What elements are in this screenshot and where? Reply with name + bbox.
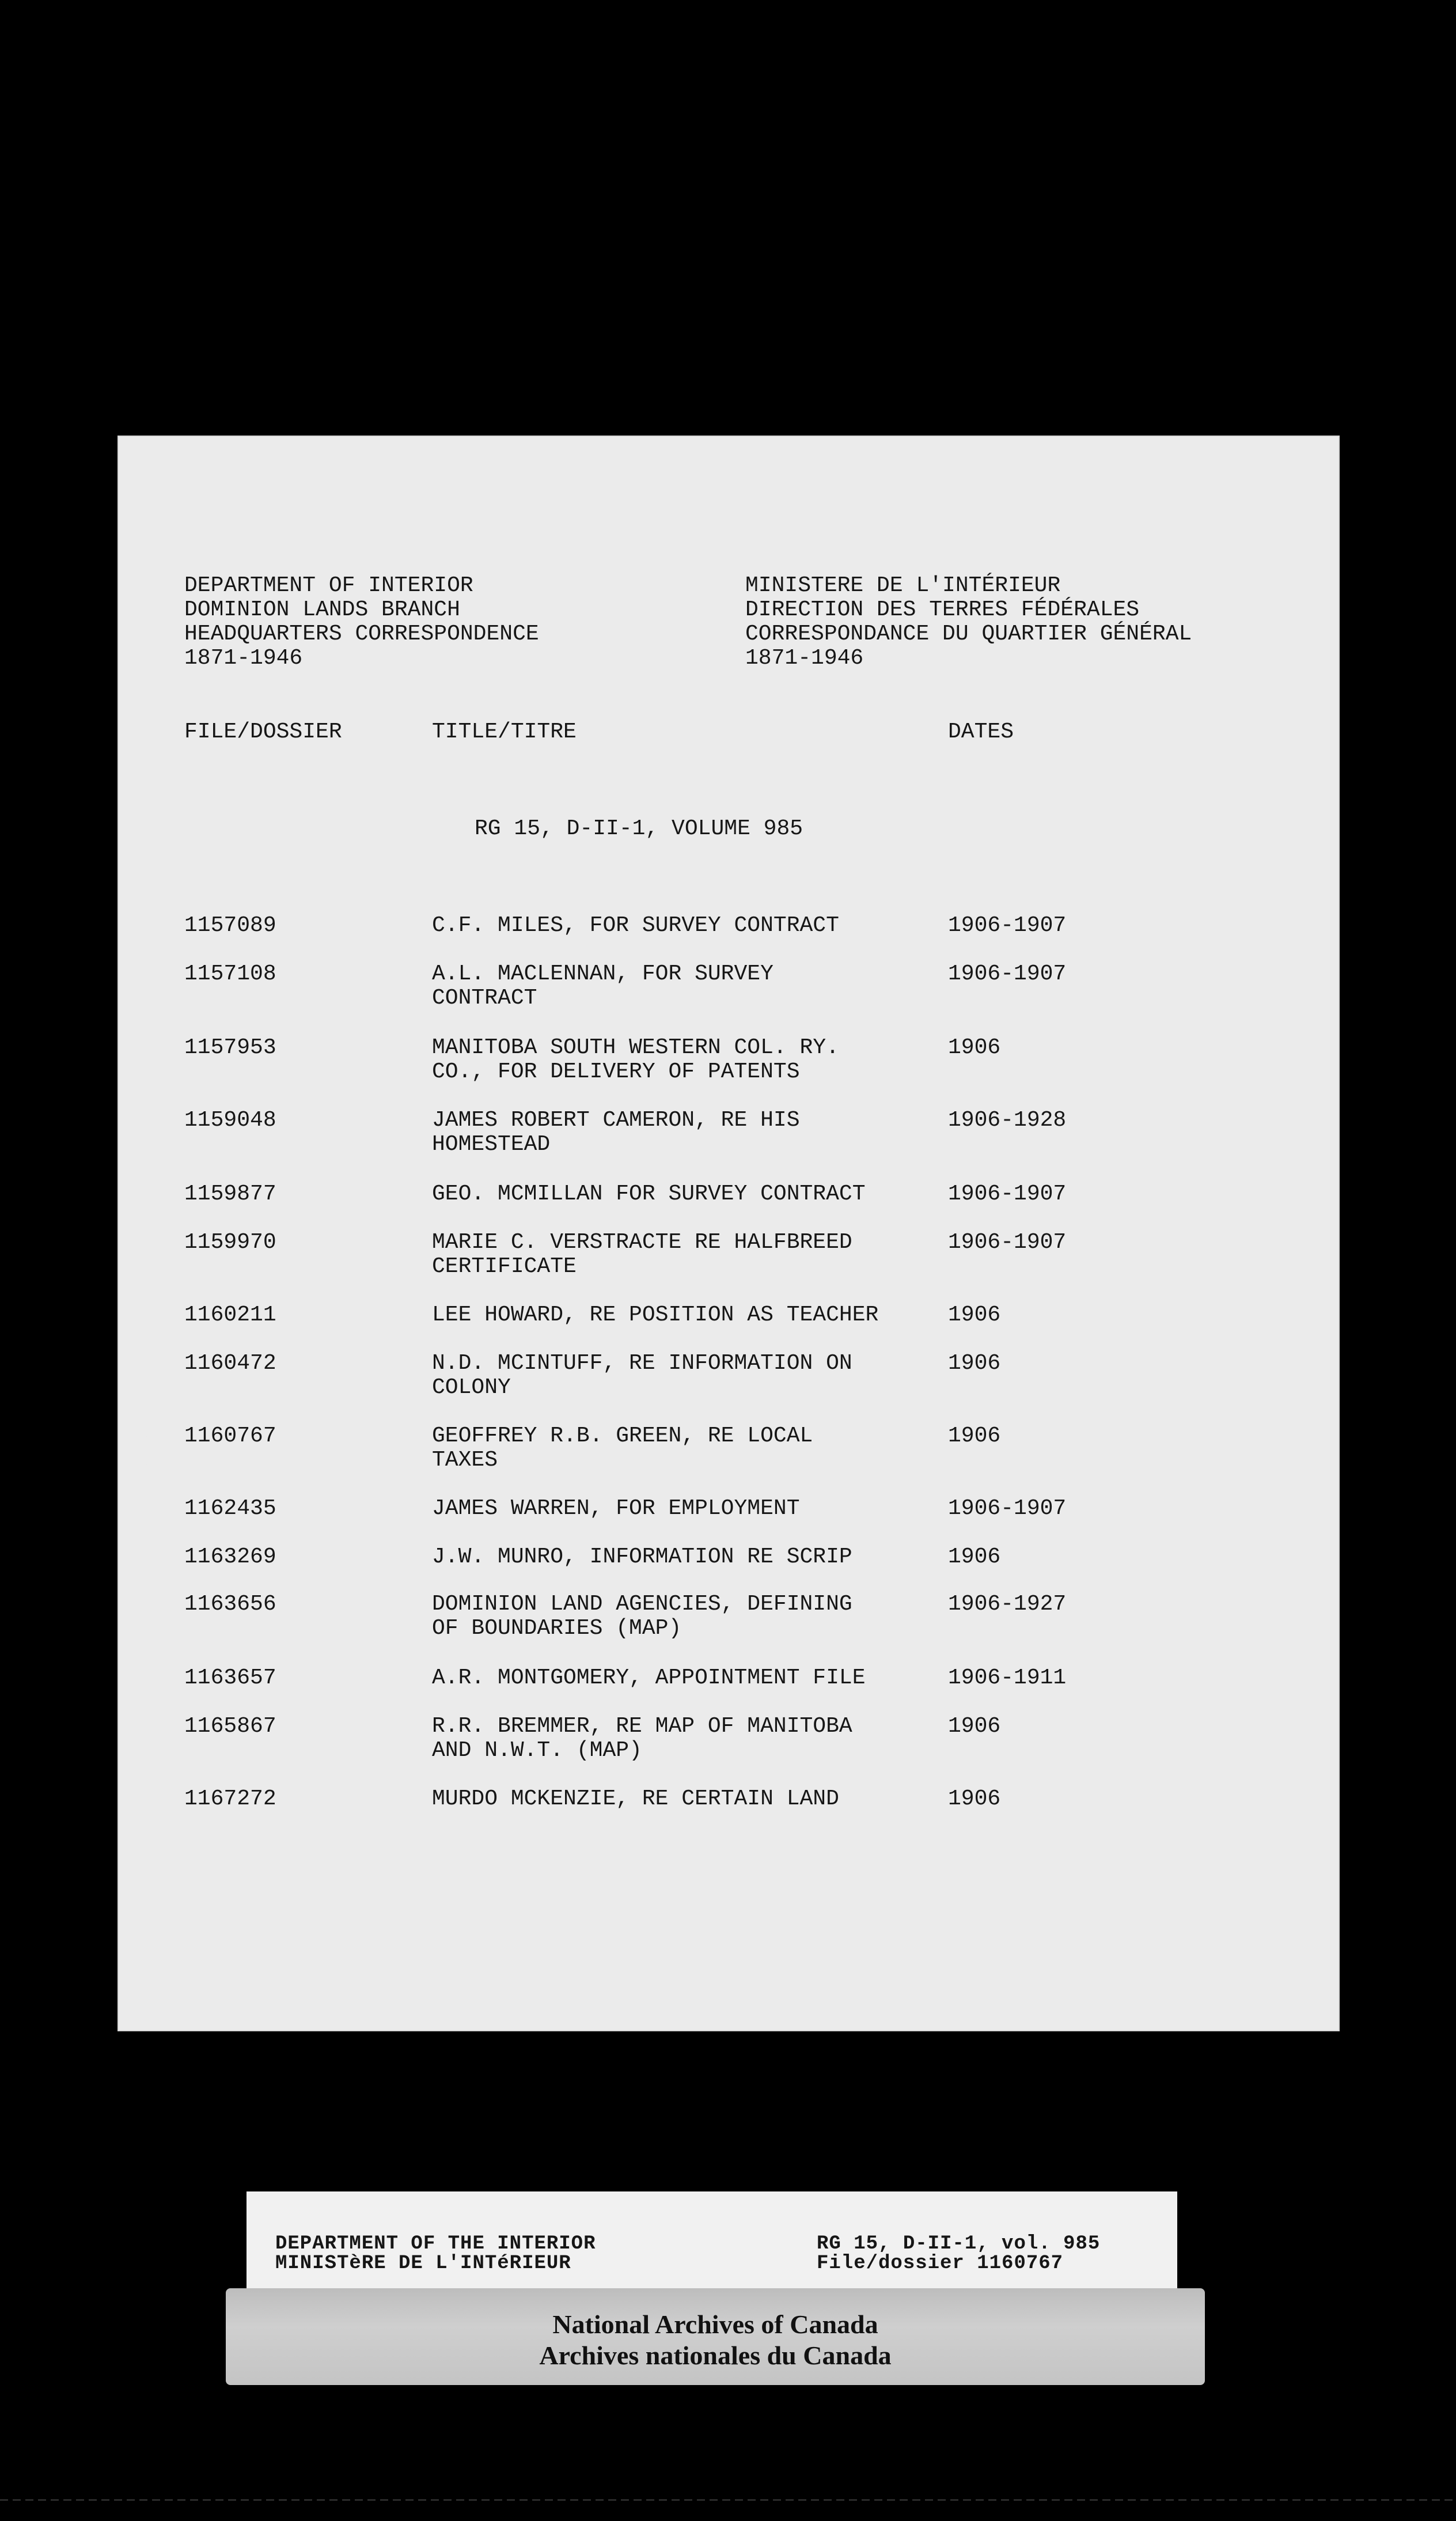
file-dates: 1906 xyxy=(948,1035,1001,1060)
file-title: MURDO MCKENZIE, RE CERTAIN LAND xyxy=(432,1786,839,1811)
file-number: 1165867 xyxy=(184,1714,276,1739)
header-english: DEPARTMENT OF INTERIOR DOMINION LANDS BRANCH HEADQUARTERS CORRESPONDENCE 1871-1946 xyxy=(184,573,539,671)
file-title: J.W. MUNRO, INFORMATION RE SCRIP xyxy=(432,1545,852,1569)
file-title: LEE HOWARD, RE POSITION AS TEACHER xyxy=(432,1303,879,1327)
file-dates: 1906 xyxy=(948,1351,1001,1376)
file-number: 1157089 xyxy=(184,913,276,938)
file-number: 1157108 xyxy=(184,962,276,986)
file-title: JAMES WARREN, FOR EMPLOYMENT xyxy=(432,1496,800,1521)
file-dates: 1906 xyxy=(948,1786,1001,1811)
file-dates: 1906-1911 xyxy=(948,1665,1067,1690)
file-number: 1167272 xyxy=(184,1786,276,1811)
file-number: 1163656 xyxy=(184,1592,276,1617)
file-dates: 1906-1928 xyxy=(948,1108,1067,1133)
file-number: 1157953 xyxy=(184,1035,276,1060)
archives-name: National Archives of Canada Archives nationales du Canada xyxy=(539,2310,892,2370)
archives-banner xyxy=(226,2288,1205,2385)
file-dates: 1906-1907 xyxy=(948,1182,1067,1206)
column-header-file: FILE/DOSSIER xyxy=(184,720,342,744)
file-number: 1159048 xyxy=(184,1108,276,1133)
document-page xyxy=(117,436,1340,2031)
file-title: R.R. BREMMER, RE MAP OF MANITOBA AND N.W.T. (MAP) xyxy=(432,1714,852,1763)
microfilm-label xyxy=(247,2191,1177,2289)
file-dates: 1906-1907 xyxy=(948,962,1067,986)
file-pointer-marker xyxy=(120,1425,168,1476)
file-title: MANITOBA SOUTH WESTERN COL. RY. CO., FOR DELIVERY OF PATENTS xyxy=(432,1035,839,1084)
column-header-dates: DATES xyxy=(948,720,1014,744)
file-title: C.F. MILES, FOR SURVEY CONTRACT xyxy=(432,913,839,938)
file-title: N.D. MCINTUFF, RE INFORMATION ON COLONY xyxy=(432,1351,852,1400)
label-reference: RG 15, D-II-1, vol. 985 File/dossier 1160767 xyxy=(817,2233,1101,2274)
file-dates: 1906 xyxy=(948,1303,1001,1327)
file-dates: 1906 xyxy=(948,1714,1001,1739)
file-title: GEOFFREY R.B. GREEN, RE LOCAL TAXES xyxy=(432,1424,813,1473)
file-dates: 1906-1927 xyxy=(948,1592,1067,1617)
file-title: DOMINION LAND AGENCIES, DEFINING OF BOUNDARIES (MAP) xyxy=(432,1592,852,1641)
label-department: DEPARTMENT OF THE INTERIOR MINISTèRE DE L'INTéRIEUR xyxy=(275,2233,596,2274)
file-number: 1160767 xyxy=(184,1424,276,1448)
file-number: 1163269 xyxy=(184,1545,276,1569)
file-number: 1159877 xyxy=(184,1182,276,1206)
volume-reference: RG 15, D-II-1, VOLUME 985 xyxy=(475,816,803,841)
file-dates: 1906 xyxy=(948,1545,1001,1569)
file-dates: 1906-1907 xyxy=(948,1230,1067,1255)
file-dates: 1906 xyxy=(948,1424,1001,1448)
file-title: GEO. MCMILLAN FOR SURVEY CONTRACT xyxy=(432,1182,866,1206)
header-french: MINISTERE DE L'INTÉRIEUR DIRECTION DES TERRES FÉDÉRALES CORRESPONDANCE DU QUARTIER GÉNÉRAL 1871-1946 xyxy=(745,573,1192,671)
film-edge-divider xyxy=(0,2499,1456,2501)
file-number: 1162435 xyxy=(184,1496,276,1521)
file-number: 1159970 xyxy=(184,1230,276,1255)
file-title: A.L. MACLENNAN, FOR SURVEY CONTRACT xyxy=(432,962,774,1010)
file-title: MARIE C. VERSTRACTE RE HALFBREED CERTIFICATE xyxy=(432,1230,852,1279)
file-dates: 1906-1907 xyxy=(948,1496,1067,1521)
file-number: 1163657 xyxy=(184,1665,276,1690)
file-title: A.R. MONTGOMERY, APPOINTMENT FILE xyxy=(432,1665,866,1690)
file-dates: 1906-1907 xyxy=(948,913,1067,938)
file-number: 1160211 xyxy=(184,1303,276,1327)
file-title: JAMES ROBERT CAMERON, RE HIS HOMESTEAD xyxy=(432,1108,800,1157)
column-header-title: TITLE/TITRE xyxy=(432,720,577,744)
file-number: 1160472 xyxy=(184,1351,276,1376)
